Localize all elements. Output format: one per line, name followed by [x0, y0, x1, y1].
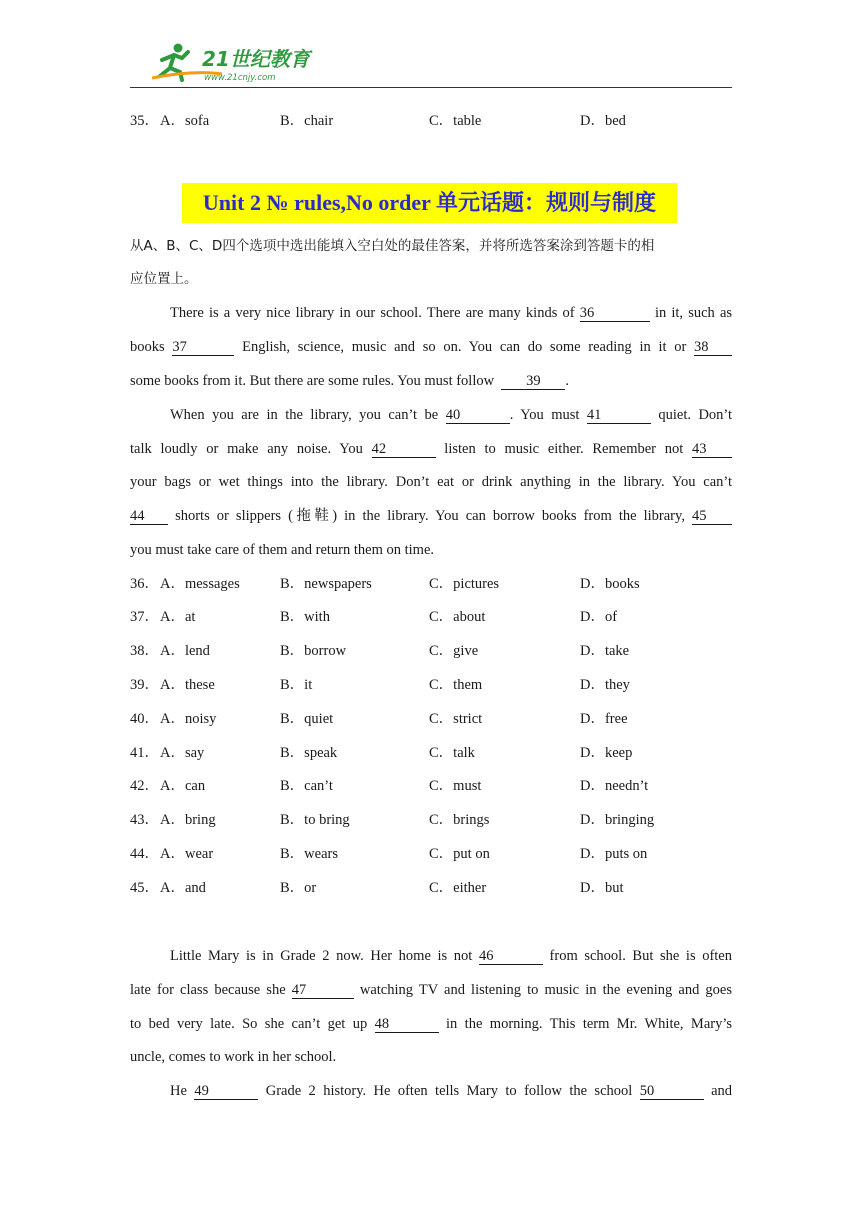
question-number: 44． [130, 846, 159, 862]
option-d: D．but [580, 880, 624, 896]
blank-41[interactable]: 41 [587, 408, 651, 424]
option-d: D．bringing [580, 812, 655, 828]
option-a: A．lend [160, 643, 210, 659]
option-b: B．speak [280, 745, 338, 761]
option-d: D．free [580, 711, 628, 727]
option-a: A．at [160, 609, 196, 625]
blank-42[interactable]: 42 [372, 442, 436, 458]
question-number: 35． [130, 113, 159, 129]
option-c: C．pictures [429, 576, 500, 592]
option-d: D．needn’t [580, 778, 649, 794]
passage-line: When you are in the library, you can’t be 40 . You must 41 quiet. Don’t [170, 407, 733, 423]
question-number: 37． [130, 609, 159, 625]
passage-line: late for class because she 47 watching TV and listening to music in the evening and goes [130, 982, 733, 998]
option-d: D．take [580, 643, 630, 659]
passage-line: Little Mary is in Grade 2 now. Her home is not 46 from school. But she is often [170, 948, 732, 964]
option-b: B．or [280, 880, 317, 896]
passage-line: talk loudly or make any noise. You 42 listen to music either. Remember not 43 [130, 439, 732, 459]
page-header [130, 38, 732, 88]
option-b: B．newspapers [280, 576, 372, 592]
passage-line: 44 shorts or slippers (拖鞋) in the library. You can borrow books from the library, 45 [130, 506, 732, 526]
instruction-line-1: 从A、B、C、D四个选项中选出能填入空白处的最佳答案，并将所选答案涂到答题卡的相 [130, 238, 655, 254]
option-d: D．bed [580, 113, 626, 129]
option-b: B．wears [280, 846, 338, 862]
passage-line: to bed very late. So she can’t get up 48 in the morning. This term Mr. White, Mary’s [130, 1016, 733, 1032]
option-a: A．noisy [160, 711, 217, 727]
blank-39[interactable]: 39 [501, 374, 565, 390]
option-b: B．with [280, 609, 330, 625]
passage-line: books 37 English, science, music and so on. You can do some reading in it or 38 [130, 337, 732, 357]
site-logo [152, 40, 322, 84]
blank-47[interactable]: 47 [292, 983, 354, 999]
option-a: A．say [160, 745, 205, 761]
blank-43[interactable]: 43 [692, 442, 732, 458]
question-number: 40． [130, 711, 159, 727]
blank-46[interactable]: 46 [479, 949, 543, 965]
svg-text:21世纪教育: 21世纪教育 [202, 47, 310, 71]
svg-text:www.21cnjy.com: www.21cnjy.com [204, 73, 276, 83]
question-number: 42． [130, 778, 159, 794]
option-a: A．messages [160, 576, 240, 592]
option-b: B．borrow [280, 643, 347, 659]
passage-line: There is a very nice library in our school. There are many kinds of 36 in it, such as [170, 305, 733, 321]
option-a: A．sofa [160, 113, 210, 129]
unit-title-highlight [182, 183, 677, 223]
blank-37[interactable]: 37 [172, 340, 234, 356]
header-rule [130, 87, 732, 88]
question-number: 39． [130, 677, 159, 693]
option-c: C．give [429, 643, 479, 659]
passage-line: uncle, comes to work in her school. [130, 1049, 337, 1065]
option-a: A．these [160, 677, 215, 693]
option-b: B．it [280, 677, 313, 693]
option-d: D．they [580, 677, 630, 693]
question-number: 41． [130, 745, 159, 761]
option-a: A．and [160, 880, 206, 896]
blank-49[interactable]: 49 [194, 1084, 258, 1100]
blank-38[interactable]: 38 [694, 340, 732, 356]
option-b: B．can’t [280, 778, 333, 794]
option-c: C．them [429, 677, 483, 693]
blank-40[interactable]: 40 [446, 408, 510, 424]
blank-50[interactable]: 50 [640, 1084, 704, 1100]
option-c: C．must [429, 778, 482, 794]
option-c: C．talk [429, 745, 475, 761]
option-c: C．table [429, 113, 482, 129]
option-a: A．bring [160, 812, 216, 828]
option-a: A．wear [160, 846, 214, 862]
blank-36[interactable]: 36 [580, 306, 650, 322]
question-number: 38． [130, 643, 159, 659]
option-c: C．brings [429, 812, 490, 828]
option-d: D．puts on [580, 846, 648, 862]
passage-line: some books from it. But there are some rules. You must follow 39 . [130, 373, 569, 389]
option-d: D．keep [580, 745, 633, 761]
question-number: 45． [130, 880, 159, 896]
option-b: B．to bring [280, 812, 350, 828]
passage-line: you must take care of them and return them on time. [130, 542, 435, 558]
option-c: C．either [429, 880, 487, 896]
instruction-line-2: 应位置上。 [130, 271, 198, 287]
option-d: D．of [580, 609, 618, 625]
option-d: D．books [580, 576, 640, 592]
passage-line: He 49 Grade 2 history. He often tells Mary to follow the school 50 and [170, 1083, 733, 1099]
question-number: 36． [130, 576, 159, 592]
option-c: C．about [429, 609, 486, 625]
option-b: B．quiet [280, 711, 334, 727]
passage-line: your bags or wet things into the library. Don’t eat or drink anything in the library. You can’t [130, 474, 732, 490]
question-number: 43． [130, 812, 159, 828]
option-c: C．strict [429, 711, 483, 727]
option-b: B．chair [280, 113, 334, 129]
blank-48[interactable]: 48 [375, 1017, 439, 1033]
blank-45[interactable]: 45 [692, 509, 732, 525]
option-c: C．put on [429, 846, 490, 862]
unit-title: Unit 2 № rules,No order 单元话题：规则与制度 [202, 190, 657, 215]
option-a: A．can [160, 778, 206, 794]
blank-44[interactable]: 44 [130, 509, 168, 525]
